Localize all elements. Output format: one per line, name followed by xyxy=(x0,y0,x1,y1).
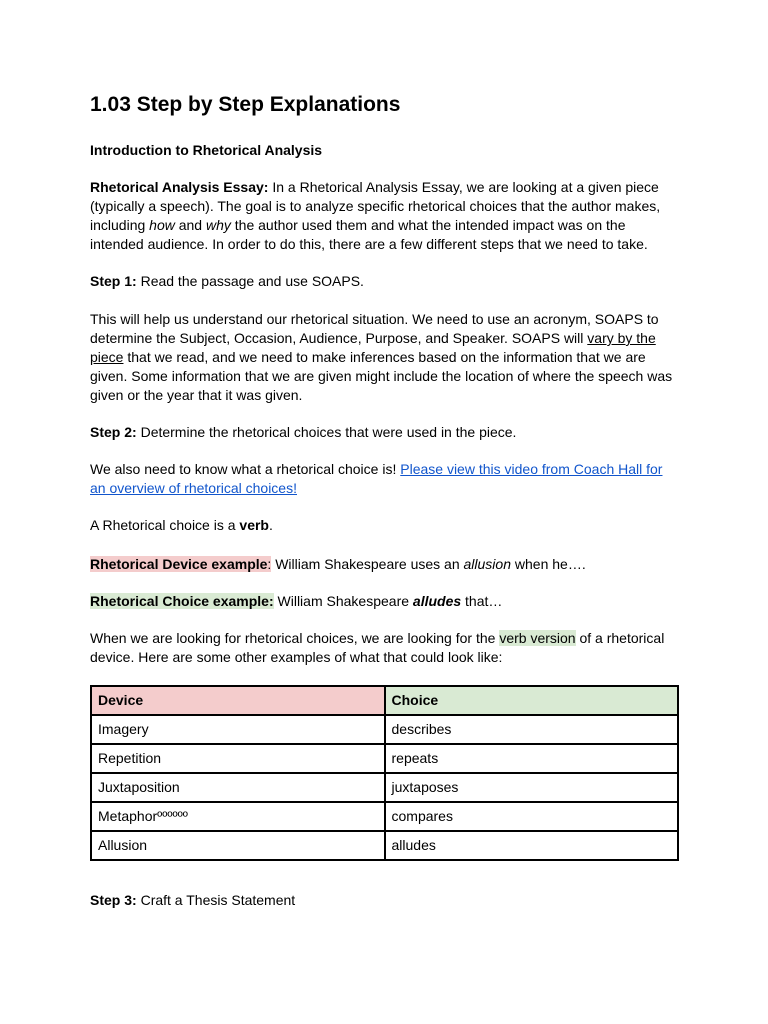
choice-cell: juxtaposes xyxy=(385,773,679,802)
header-device: Device xyxy=(91,686,385,715)
soaps-paragraph: This will help us understand our rhetorical situation. We need to use an acronym, SOAPS to determine the Subject, Occasion, Audience, Purpose, and Speaker. SOAPS will vary by the piece that we read, and we need to make inferences based on the information that we are given. Some information that we are given might include the location of where the speech was given or the year that it was given. xyxy=(90,311,673,403)
device-cell: Repetition xyxy=(91,744,385,773)
verb-definition: A Rhetorical choice is a verb. xyxy=(90,517,273,533)
table-row xyxy=(91,802,678,831)
table-header-row xyxy=(91,686,678,715)
table-row xyxy=(91,744,678,773)
header-choice: Choice xyxy=(385,686,679,715)
step-2: Step 2: Determine the rhetorical choices that were used in the piece. xyxy=(90,424,517,440)
table-row xyxy=(91,715,678,744)
table-row xyxy=(91,831,678,860)
step-1: Step 1: Read the passage and use SOAPS. xyxy=(90,273,364,289)
essay-paragraph: Rhetorical Analysis Essay: In a Rhetorical Analysis Essay, we are looking at a given piece (typically a speech). The goal is to analyze specific rhetorical choices that the author makes, including how and why the author used them and what the intended impact was on the intended audience. In order to do this, there are a few different steps that we need to take. xyxy=(90,179,661,252)
choice-cell: repeats xyxy=(385,744,679,773)
choice-example: Rhetorical Choice example: William Shakespeare alludes that… xyxy=(90,593,503,609)
step-3: Step 3: Craft a Thesis Statement xyxy=(90,892,296,908)
choice-cell: describes xyxy=(385,715,679,744)
intro-heading: Introduction to Rhetorical Analysis xyxy=(90,142,323,158)
page-title: 1.03 Step by Step Explanations xyxy=(90,93,401,116)
device-cell: Imagery xyxy=(91,715,385,744)
video-link[interactable]: Please view this video from Coach Hall for an overview of rhetorical choices! xyxy=(90,461,663,496)
device-example: Rhetorical Device example: William Shakespeare uses an allusion when he…. xyxy=(90,556,586,572)
verb-version-paragraph: When we are looking for rhetorical choices, we are looking for the verb version of a rhetorical device. Here are some other examples of what that could look like: xyxy=(90,630,665,665)
table-row xyxy=(91,773,678,802)
video-paragraph: We also need to know what a rhetorical choice is! Please view this video from Coach Hall for an overview of rhetorical choices! xyxy=(90,461,663,496)
choice-cell: compares xyxy=(385,802,679,831)
choice-cell: alludes xyxy=(385,831,679,860)
device-choice-table xyxy=(90,685,679,861)
device-cell: Metaphorºººººº xyxy=(91,802,385,831)
device-cell: Allusion xyxy=(91,831,385,860)
device-cell: Juxtaposition xyxy=(91,773,385,802)
